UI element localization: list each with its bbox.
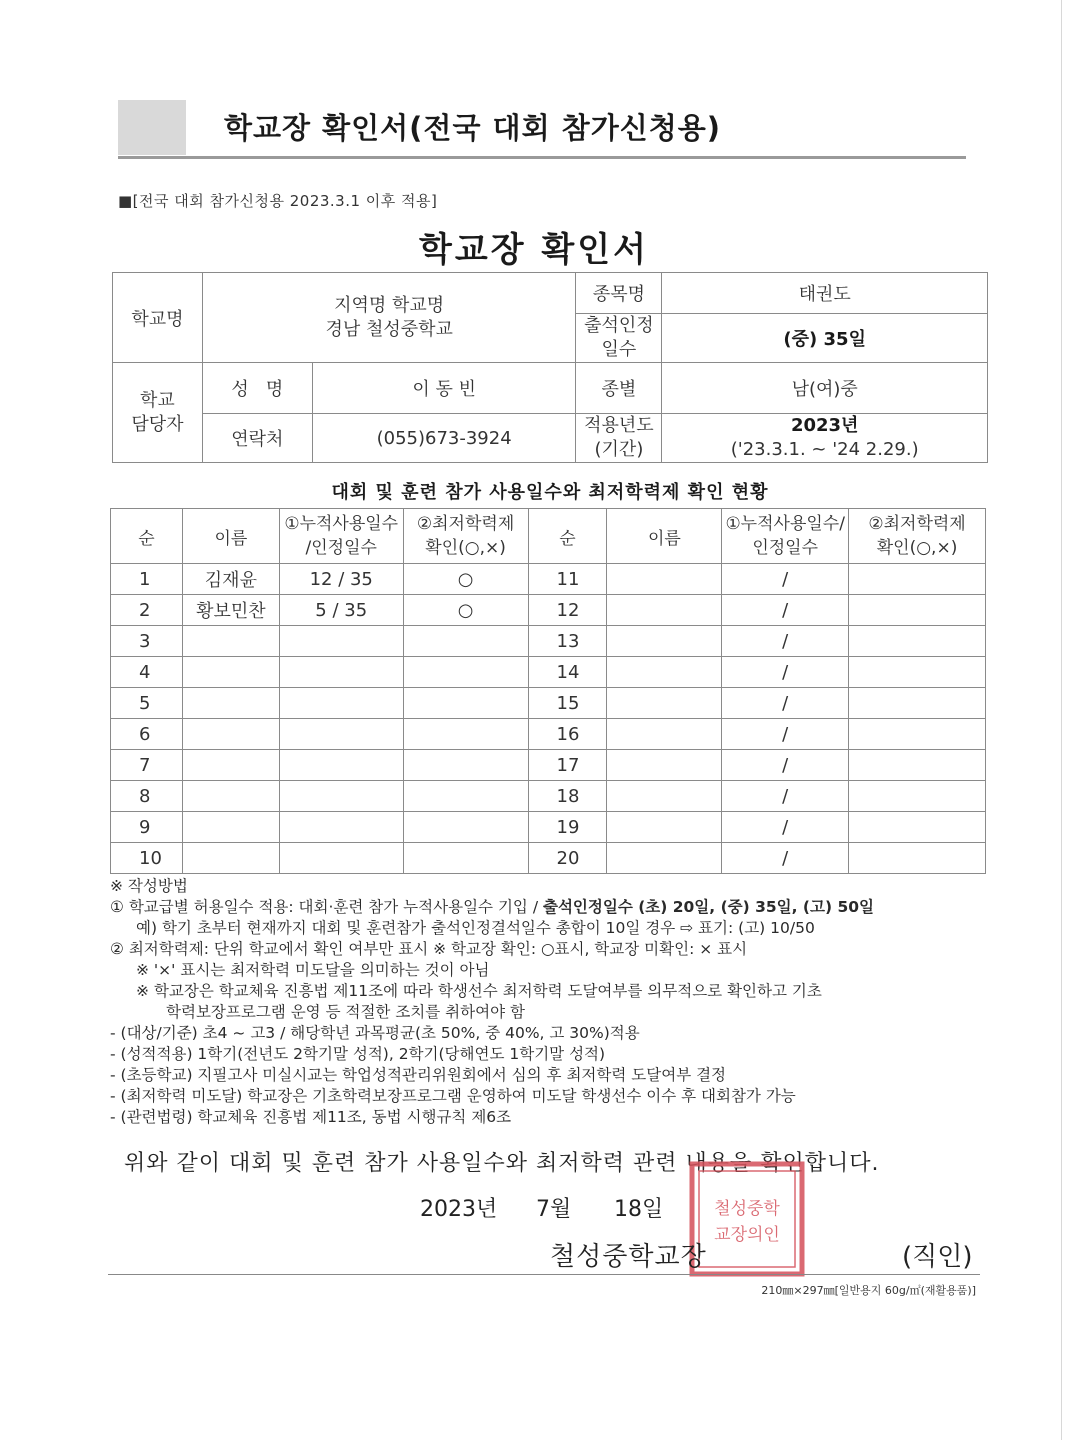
event-label: 종목명: [576, 273, 662, 314]
detail-1: - (대상/기준) 초4 ~ 고3 / 해당학년 과목평균(초 50%, 중 40%, 고 30%)적용: [110, 1024, 640, 1042]
year-value-line1: 2023년: [790, 415, 859, 436]
table-row: [111, 626, 986, 657]
header-check-line1: ②최저학력제: [416, 514, 515, 534]
instruction-1-example: 예) 학기 초부터 현재까지 대회 및 훈련참가 출석인정결석일수 총합이 10일 경우 ⇨ 표기: (고) 10/50: [136, 919, 815, 937]
school-value-line2: 경남 철성중학교: [325, 318, 453, 340]
row-check: [403, 719, 528, 750]
gender-value: 남(여)중: [662, 363, 988, 414]
row-number-2: 15: [528, 688, 607, 719]
table-row: [111, 688, 986, 719]
row-name-2: [607, 750, 722, 781]
row-days-2: /: [722, 688, 849, 719]
row-check: [403, 688, 528, 719]
header-days: [279, 509, 403, 564]
detail-2: - (성적적용) 1학기(전년도 2학기말 성적), 2학기(당해연도 1학기말 성적): [110, 1045, 606, 1063]
school-value: [202, 273, 576, 363]
document-title: 학교장 확인서: [419, 230, 649, 270]
header-no: 순: [111, 509, 183, 564]
row-check-2: [849, 719, 986, 750]
row-days-2: /: [722, 750, 849, 781]
table-row: [111, 657, 986, 688]
row-check-2: [849, 688, 986, 719]
info-table: [112, 272, 988, 463]
table-row: [111, 719, 986, 750]
header-days2-line2: 인정일수: [752, 538, 819, 558]
row-name-2: [607, 626, 722, 657]
row-number-2: 19: [528, 812, 607, 843]
table-row: [111, 750, 986, 781]
instruction-2-sub2: ※ 학교장은 학교체육 진흥법 제11조에 따라 학생선수 최저학력 도달여부를 의무적으로 확인하고 기초: [136, 982, 822, 1000]
row-number-2: 18: [528, 781, 607, 812]
row-name-2: [607, 719, 722, 750]
header-days-line2: /인정일수: [305, 538, 377, 558]
row-name-2: [607, 657, 722, 688]
row-check: [403, 812, 528, 843]
date-year: 2023년: [420, 1197, 498, 1222]
year-label-line1: 적용년도: [584, 415, 654, 436]
row-number: 6: [111, 719, 183, 750]
table-row: [111, 812, 986, 843]
instruction-1-text: ① 학교급별 허용일수 적용: 대회·훈련 참가 누적사용일수 기입 /: [110, 898, 543, 916]
row-days-2: /: [722, 564, 849, 595]
row-name: [182, 750, 279, 781]
row-days: [279, 750, 403, 781]
row-check-2: [849, 595, 986, 626]
detail-5: - (관련법령) 학교체육 진흥법 제11조, 동법 시행규칙 제6조: [110, 1108, 512, 1126]
header-days2-line1: ①누적사용일수/: [725, 514, 845, 534]
instruction-1-bold: 출석인정일수 (초) 20일, (중) 35일, (고) 50일: [542, 898, 875, 916]
year-label: [576, 414, 662, 463]
manager-label-line1: 학교: [140, 389, 175, 411]
row-name: [182, 657, 279, 688]
row-name-2: [607, 812, 722, 843]
name-value: 이 동 빈: [312, 363, 576, 414]
row-number: 1: [111, 564, 183, 595]
signature-school-name: 철성중학교장: [550, 1242, 707, 1272]
year-label-line2: (기간): [594, 439, 644, 460]
row-check: [403, 750, 528, 781]
row-check: [403, 843, 528, 874]
instruction-1: [110, 897, 990, 918]
date-day: 18일: [614, 1197, 664, 1222]
header-rule: [118, 156, 966, 159]
row-check-2: [849, 626, 986, 657]
row-number-2: 12: [528, 595, 607, 626]
header-check: [403, 509, 528, 564]
row-days: [279, 657, 403, 688]
row-number-2: 16: [528, 719, 607, 750]
row-number: 2: [111, 595, 183, 626]
school-value-line1: 지역명 학교명: [334, 294, 445, 316]
row-days-2: /: [722, 812, 849, 843]
usage-table: [110, 508, 986, 874]
row-days: [279, 781, 403, 812]
row-days: [279, 719, 403, 750]
table-row: [111, 595, 986, 626]
school-label: 학교명: [113, 273, 203, 363]
table-row: [111, 781, 986, 812]
row-number: 7: [111, 750, 183, 781]
row-name: 황보민찬: [182, 595, 279, 626]
row-days-2: /: [722, 781, 849, 812]
attendance-value: (중) 35일: [662, 314, 988, 363]
row-days-2: /: [722, 843, 849, 874]
row-days-2: /: [722, 626, 849, 657]
row-name-2: [607, 564, 722, 595]
event-value: 태권도: [662, 273, 988, 314]
row-name: [182, 688, 279, 719]
attendance-label: [576, 314, 662, 363]
row-number-2: 20: [528, 843, 607, 874]
row-name: [182, 781, 279, 812]
detail-4: - (최저학력 미도달) 학교장은 기초학력보장프로그램 운영하여 미도달 학생선수 이수 후 대회참가 가능: [110, 1087, 796, 1105]
row-number-2: 17: [528, 750, 607, 781]
header-check2-line1: ②최저학력제: [868, 514, 966, 534]
bottom-rule: [108, 1274, 980, 1275]
instruction-2-sub1: ※ '×' 표시는 최저학력 미도달을 의미하는 것이 아님: [136, 961, 490, 979]
row-days: [279, 812, 403, 843]
row-days-2: /: [722, 719, 849, 750]
page-edge: [1061, 0, 1062, 1440]
table-row: [111, 564, 986, 595]
row-check-2: [849, 843, 986, 874]
applicability-note: ■[전국 대회 참가신청용 2023.3.1 이후 적용]: [118, 192, 438, 210]
row-days: 5 / 35: [279, 595, 403, 626]
row-number: 10: [111, 843, 183, 874]
table-row: [111, 843, 986, 874]
row-check: ○: [403, 595, 528, 626]
row-check: [403, 626, 528, 657]
row-name-2: [607, 843, 722, 874]
row-number: 5: [111, 688, 183, 719]
contact-label: 연락처: [202, 414, 312, 463]
year-value-line2: ('23.3.1. ~ '24 2.29.): [730, 439, 919, 460]
manager-label-line2: 담당자: [131, 413, 184, 435]
paper-spec-note: 210㎜×297㎜[일반용지 60g/㎡(재활용품)]: [761, 1284, 976, 1297]
row-name-2: [607, 688, 722, 719]
row-days: [279, 688, 403, 719]
row-name: [182, 626, 279, 657]
row-check-2: [849, 750, 986, 781]
attendance-label-line2: 일수: [601, 339, 637, 360]
row-days: [279, 843, 403, 874]
header-days2: [722, 509, 849, 564]
row-number: 9: [111, 812, 183, 843]
header-name: 이름: [182, 509, 279, 564]
header-check-line2: 확인(○,×): [425, 538, 506, 558]
header-check2-line2: 확인(○,×): [876, 538, 958, 558]
row-check-2: [849, 812, 986, 843]
attendance-label-line1: 출석인정: [584, 315, 654, 336]
contact-value: (055)673-3924: [312, 414, 576, 463]
header-days-line1: ①누적사용일수: [284, 514, 399, 534]
instruction-2-sub2b: 학력보장프로그램 운영 등 적절한 조치를 취하여야 함: [166, 1003, 525, 1021]
instructions: [110, 876, 990, 1128]
row-name: [182, 843, 279, 874]
row-days: [279, 626, 403, 657]
instruction-2: ② 최저학력제: 단위 학교에서 확인 여부만 표시 ※ 학교장 확인: ○표시, 학교장 미확인: × 표시: [110, 940, 748, 958]
svg-text:철성중학교장의인: 철성중학 교장의인: [714, 1199, 780, 1245]
row-number-2: 11: [528, 564, 607, 595]
row-days: 12 / 35: [279, 564, 403, 595]
confirmation-statement: 위와 같이 대회 및 훈련 참가 사용일수와 최저학력 관련 내용을 확인합니다.: [124, 1151, 880, 1176]
header-check2: [849, 509, 986, 564]
name-label: 성 명: [202, 363, 312, 414]
header-gray-block: [118, 100, 186, 155]
year-value: [662, 414, 988, 463]
detail-3: - (초등학교) 지필고사 미실시교는 학업성적관리위원회에서 심의 후 최저학력 도달여부 결정: [110, 1066, 727, 1084]
row-check-2: [849, 781, 986, 812]
row-name: [182, 812, 279, 843]
header-name2: 이름: [607, 509, 722, 564]
row-name: 김재윤: [182, 564, 279, 595]
row-check-2: [849, 564, 986, 595]
row-number: 8: [111, 781, 183, 812]
row-name-2: [607, 595, 722, 626]
row-number-2: 14: [528, 657, 607, 688]
row-days-2: /: [722, 657, 849, 688]
manager-label: [113, 363, 203, 463]
row-number-2: 13: [528, 626, 607, 657]
row-check: [403, 657, 528, 688]
date-month: 7월: [536, 1197, 572, 1222]
signature-seal-label: (직인): [902, 1242, 973, 1272]
row-check: [403, 781, 528, 812]
row-days-2: /: [722, 595, 849, 626]
row-name: [182, 719, 279, 750]
row-check-2: [849, 657, 986, 688]
row-number: 3: [111, 626, 183, 657]
row-check: ○: [403, 564, 528, 595]
row-name-2: [607, 781, 722, 812]
gender-label: 종별: [576, 363, 662, 414]
header-no2: 순: [528, 509, 607, 564]
header-title: 학교장 확인서(전국 대회 참가신청용): [224, 111, 722, 145]
row-number: 4: [111, 657, 183, 688]
instructions-title: ※ 작성방법: [110, 877, 188, 895]
usage-section-title: 대회 및 훈련 참가 사용일수와 최저학력제 확인 현황: [331, 482, 769, 503]
